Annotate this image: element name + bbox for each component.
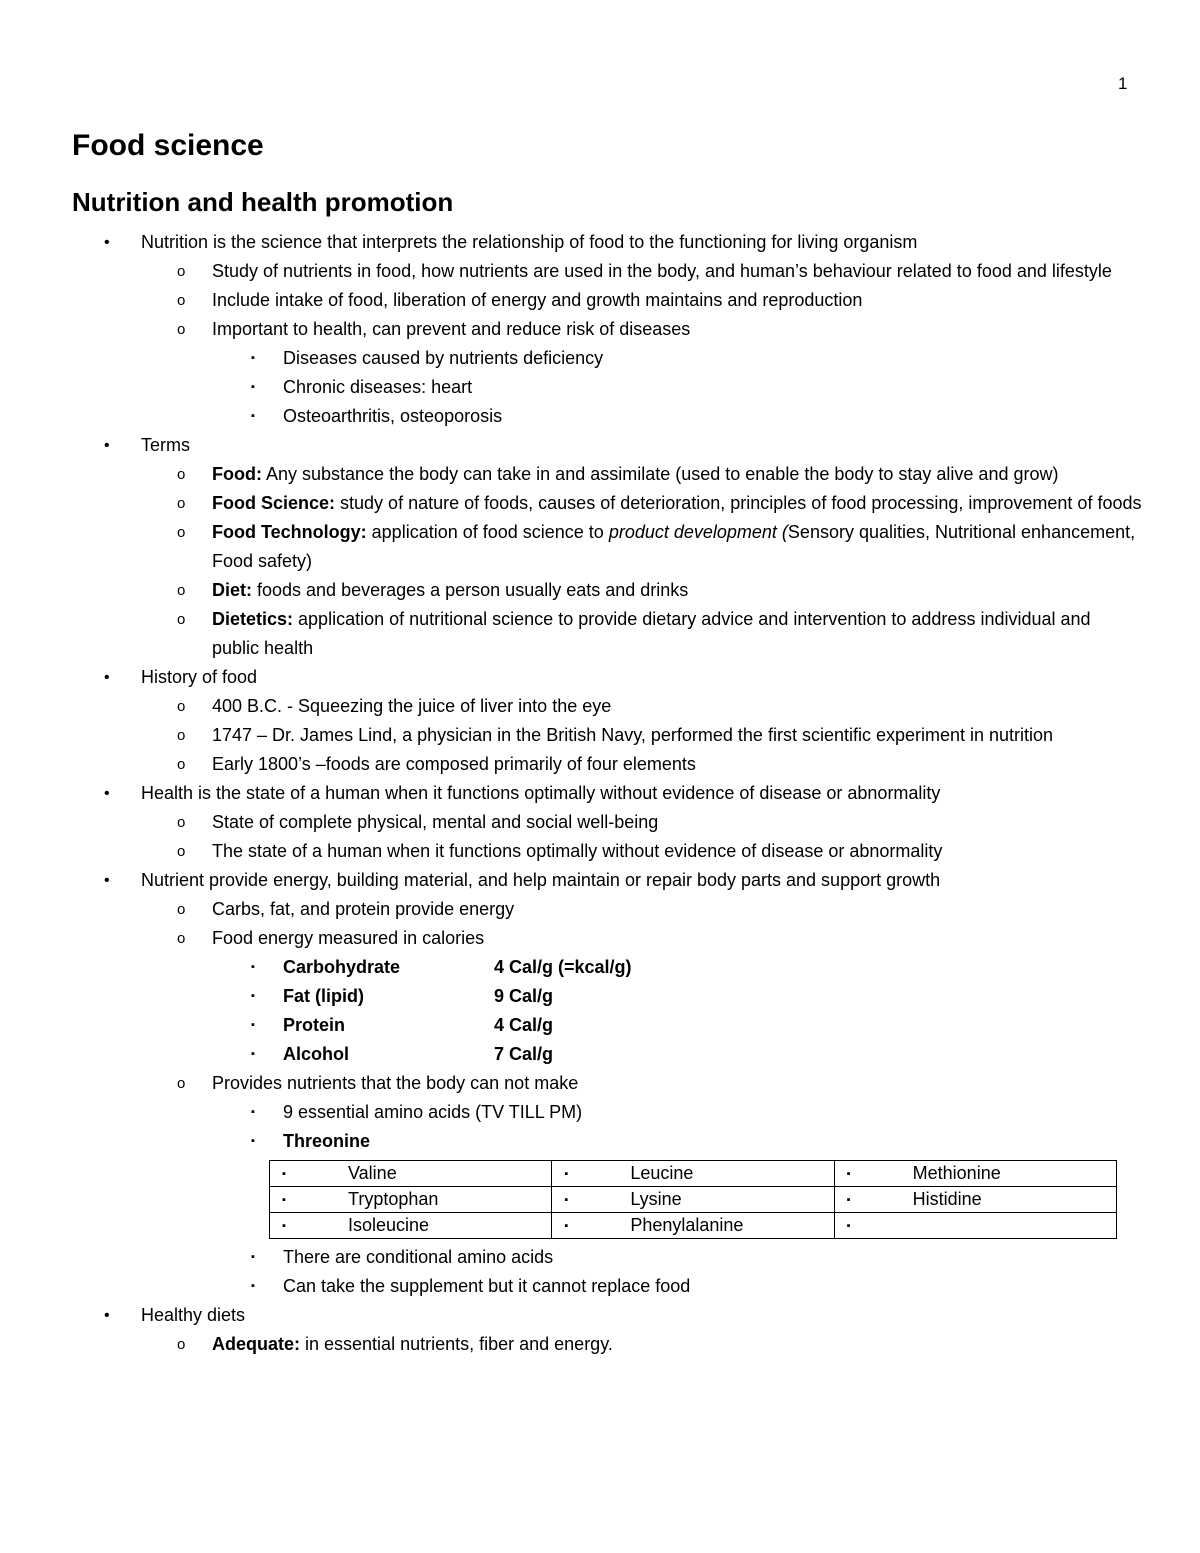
calorie-row	[72, 953, 1142, 982]
item-text: Nutrient provide energy, building material, and help maintain or repair body parts and support growth	[141, 870, 941, 890]
amino-acid-name: Tryptophan	[348, 1189, 439, 1210]
list-item	[72, 779, 1142, 808]
list-item	[72, 1127, 1142, 1156]
item-text: Provides nutrients that the body can not make	[212, 1073, 579, 1093]
amino-acid-table	[269, 1160, 1117, 1239]
amino-acid-name: Valine	[348, 1163, 397, 1184]
bullet-icon: •	[104, 872, 110, 889]
bullet-icon: ▪	[251, 1251, 255, 1263]
bullet-icon: o	[177, 582, 186, 599]
bullet-icon: ▪	[564, 1193, 569, 1206]
table-cell	[552, 1213, 834, 1239]
list-item	[72, 721, 1142, 750]
list-item	[72, 1301, 1142, 1330]
bullet-icon: o	[177, 466, 186, 483]
bullet-icon: o	[177, 814, 186, 831]
term-item	[72, 518, 1142, 576]
bullet-icon: ▪	[564, 1219, 569, 1232]
term-definition: Any substance the body can take in and assimilate (used to enable the body to stay alive and grow)	[261, 464, 1059, 484]
table-row	[270, 1187, 1117, 1213]
term-label: Adequate:	[212, 1334, 301, 1354]
item-text: Early 1800’s –foods are composed primarily of four elements	[212, 754, 696, 774]
term-item	[72, 605, 1142, 663]
bullet-icon: •	[104, 669, 110, 686]
term-item	[72, 489, 1142, 518]
term-definition: foods and beverages a person usually eats and drinks	[252, 580, 689, 600]
bullet-icon: o	[177, 263, 186, 280]
term-label: Diet:	[212, 580, 252, 600]
bullet-icon: ▪	[251, 352, 255, 364]
bullet-icon: ▪	[251, 1135, 255, 1147]
calorie-row	[72, 1011, 1142, 1040]
term-item	[72, 460, 1142, 489]
term-item	[72, 1330, 1142, 1359]
calorie-value: 9 Cal/g	[494, 986, 554, 1006]
bullet-icon: •	[104, 1307, 110, 1324]
term-label: Dietetics:	[212, 609, 294, 629]
item-text: There are conditional amino acids	[283, 1247, 554, 1267]
calorie-value: 7 Cal/g	[494, 1044, 554, 1064]
item-text: Diseases caused by nutrients deficiency	[283, 348, 604, 368]
table-cell	[834, 1161, 1116, 1187]
amino-acid-name: Isoleucine	[348, 1215, 430, 1236]
item-text: Threonine	[283, 1131, 371, 1151]
bullet-icon: ▪	[282, 1167, 286, 1180]
bullet-icon: ▪	[846, 1219, 851, 1232]
list-item	[72, 692, 1142, 721]
table-cell	[270, 1213, 552, 1239]
term-definition: in essential nutrients, fiber and energy.	[300, 1334, 613, 1354]
bullet-icon: ▪	[564, 1167, 569, 1180]
bullet-icon: ▪	[251, 1280, 255, 1292]
table-cell	[270, 1161, 552, 1187]
list-item	[72, 228, 1142, 257]
table-cell	[834, 1213, 1116, 1239]
bullet-icon: o	[177, 495, 186, 512]
page-number: 1	[1118, 74, 1128, 93]
amino-acid-name: Lysine	[630, 1189, 682, 1210]
page-title: Food science	[72, 129, 264, 162]
list-item	[72, 1069, 1142, 1098]
macronutrient-name: Fat (lipid)	[283, 986, 364, 1006]
list-item	[72, 866, 1142, 895]
item-text: The state of a human when it functions optimally without evidence of disease or abnormality	[212, 841, 943, 861]
table-cell	[270, 1187, 552, 1213]
table-cell	[834, 1187, 1116, 1213]
bullet-icon: ▪	[251, 990, 255, 1002]
term-definition: application of food science to	[366, 522, 609, 542]
item-text: History of food	[141, 667, 258, 687]
document-body	[72, 128, 1142, 1359]
term-definition: study of nature of foods, causes of deterioration, principles of food processing, improvement of foods	[335, 493, 1142, 513]
item-text: State of complete physical, mental and social well-being	[212, 812, 659, 832]
list-item	[72, 1243, 1142, 1272]
item-text: Chronic diseases: heart	[283, 377, 473, 397]
macronutrient-name: Alcohol	[283, 1044, 349, 1064]
section-heading: Nutrition and health promotion	[72, 187, 454, 217]
list-item	[72, 344, 1142, 373]
term-definition: Sensory qualities, Nutritional enhancement, Food safety)	[212, 522, 1136, 571]
bullet-icon: o	[177, 292, 186, 309]
list-item	[72, 1098, 1142, 1127]
list-item	[72, 257, 1142, 286]
bullet-icon: o	[177, 611, 186, 628]
term-label: Food Technology:	[212, 522, 367, 542]
term-label: Food:	[212, 464, 262, 484]
bullet-icon: ▪	[251, 381, 255, 393]
amino-acid-name: Histidine	[912, 1189, 982, 1210]
item-text: Nutrition is the science that interprets the relationship of food to the functioning for living organism	[141, 232, 918, 252]
bullet-icon: o	[177, 321, 186, 338]
list-item	[72, 315, 1142, 344]
table-cell	[552, 1161, 834, 1187]
item-text: 400 B.C. - Squeezing the juice of liver into the eye	[212, 696, 612, 716]
calorie-value: 4 Cal/g	[494, 1015, 554, 1035]
item-text: Terms	[141, 435, 190, 455]
amino-acid-name: Methionine	[912, 1163, 1001, 1184]
bullet-icon: ▪	[846, 1167, 851, 1180]
bullet-icon: ▪	[282, 1193, 286, 1206]
list-item	[72, 1272, 1142, 1301]
amino-acid-name: Phenylalanine	[630, 1215, 744, 1236]
bullet-icon: o	[177, 1075, 186, 1092]
item-text: Health is the state of a human when it functions optimally without evidence of disease or abnormality	[141, 783, 941, 803]
bullet-icon: ▪	[251, 1019, 255, 1031]
item-text: Study of nutrients in food, how nutrients are used in the body, and human’s behaviour related to food and lifestyle	[212, 261, 1112, 281]
bullet-icon: o	[177, 930, 186, 947]
item-text: Osteoarthritis, osteoporosis	[283, 406, 503, 426]
macronutrient-name: Carbohydrate	[283, 957, 401, 977]
item-text: Food energy measured in calories	[212, 928, 485, 948]
bullet-icon: o	[177, 756, 186, 773]
list-item	[72, 895, 1142, 924]
bullet-icon: o	[177, 698, 186, 715]
amino-acid-name: Leucine	[630, 1163, 694, 1184]
item-text: Healthy diets	[141, 1305, 246, 1325]
item-text: Important to health, can prevent and reduce risk of diseases	[212, 319, 691, 339]
bullet-icon: ▪	[846, 1193, 851, 1206]
list-item	[72, 431, 1142, 460]
bullet-icon: ▪	[251, 1106, 255, 1118]
calorie-row	[72, 982, 1142, 1011]
list-item	[72, 837, 1142, 866]
bullet-icon: ▪	[251, 410, 255, 422]
bullet-icon: •	[104, 234, 110, 251]
list-item	[72, 373, 1142, 402]
bullet-icon: •	[104, 785, 110, 802]
macronutrient-name: Protein	[283, 1015, 346, 1035]
table-row	[270, 1213, 1117, 1239]
list-item	[72, 750, 1142, 779]
bullet-icon: ▪	[282, 1219, 286, 1232]
item-text: Carbs, fat, and protein provide energy	[212, 899, 515, 919]
list-item	[72, 663, 1142, 692]
bullet-icon: o	[177, 1336, 186, 1353]
list-item	[72, 808, 1142, 837]
list-item	[72, 402, 1142, 431]
term-definition-italic: product development (	[608, 522, 788, 542]
table-cell	[552, 1187, 834, 1213]
term-definition: application of nutritional science to provide dietary advice and intervention to address individual and public health	[212, 609, 1091, 658]
list-item	[72, 286, 1142, 315]
list-item	[72, 924, 1142, 953]
bullet-icon: •	[104, 437, 110, 454]
term-label: Food Science:	[212, 493, 336, 513]
term-item	[72, 576, 1142, 605]
calorie-value: 4 Cal/g (=kcal/g)	[494, 957, 632, 977]
item-text: 1747 – Dr. James Lind, a physician in the British Navy, performed the first scientific experiment in nutrition	[212, 725, 1054, 745]
bullet-icon: o	[177, 843, 186, 860]
item-text: 9 essential amino acids (TV TILL PM)	[283, 1102, 583, 1122]
bullet-icon: o	[177, 901, 186, 918]
bullet-icon: ▪	[251, 1048, 255, 1060]
bullet-icon: o	[177, 524, 186, 541]
table-row	[270, 1161, 1117, 1187]
bullet-icon: ▪	[251, 961, 255, 973]
item-text: Include intake of food, liberation of energy and growth maintains and reproduction	[212, 290, 863, 310]
bullet-icon: o	[177, 727, 186, 744]
calorie-row	[72, 1040, 1142, 1069]
item-text: Can take the supplement but it cannot replace food	[283, 1276, 691, 1296]
